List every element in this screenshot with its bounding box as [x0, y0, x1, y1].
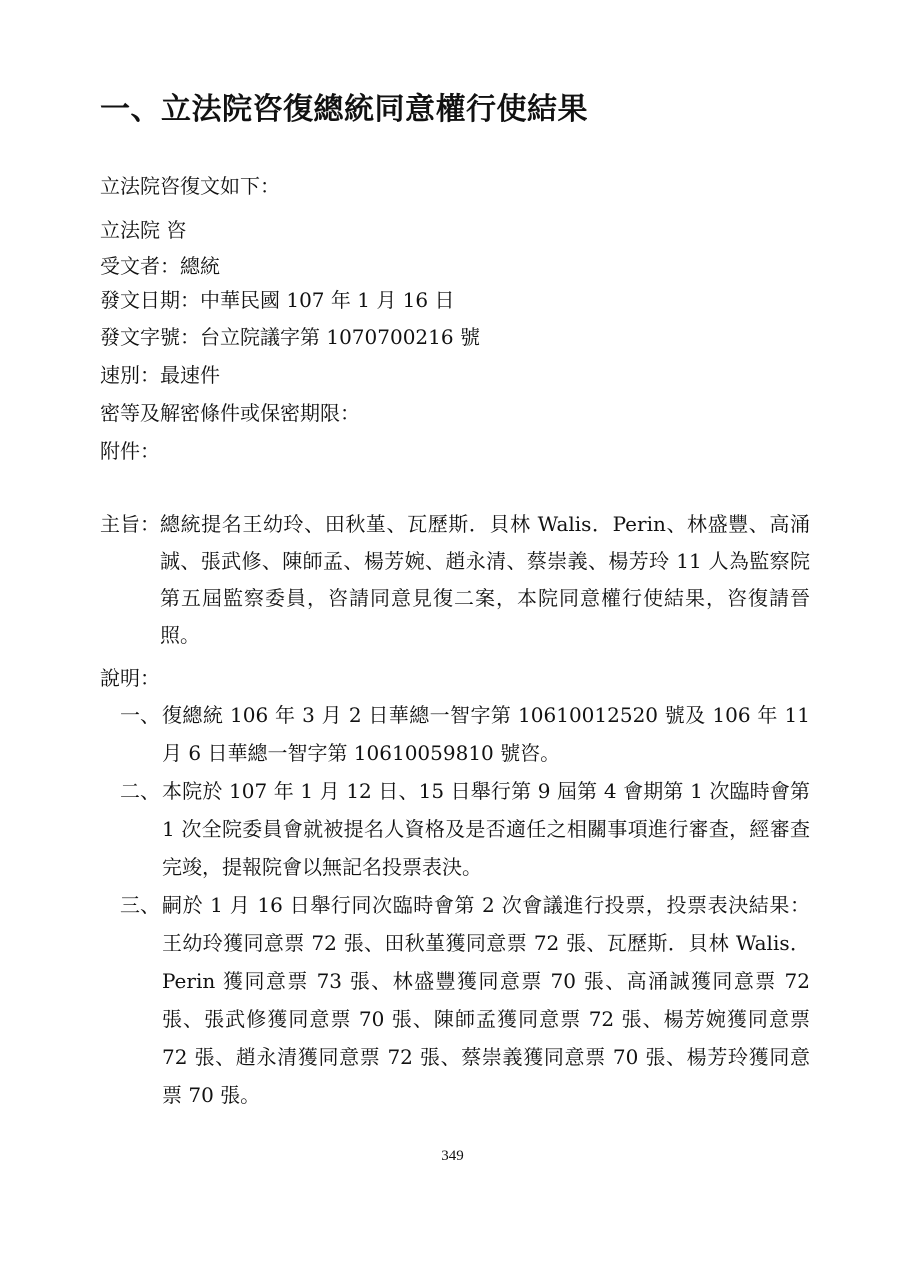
item-number: 三、: [120, 893, 160, 917]
item-text: 嗣於 1 月 16 日舉行同次臨時會第 2 次會議進行投票，投票表決結果：王幼玲獲同意票 72 張、田秋堇獲同意票 72 張、瓦歷斯．貝林 Walis．Perin 獲同意票 73 張、林盛豐獲同意票 70 張、高涌誠獲同意票 72 張、張武修獲同意票 70 張、陳師孟獲同意票 72 張、楊芳婉獲同意票 72 張、趙永清獲同意票 72 張、蔡崇義獲同意票 70 張、楊芳玲獲同意票 70 張。: [162, 893, 810, 1107]
item-number: 二、: [120, 779, 160, 803]
attachments-line: 附件：: [100, 439, 160, 463]
recipient-line: 受文者：總統: [100, 254, 220, 278]
intro-line: 立法院咨復文如下：: [100, 174, 280, 198]
date-line: 發文日期：中華民國 107 年 1 月 16 日: [100, 288, 455, 312]
subject-text: 總統提名王幼玲、田秋堇、瓦歷斯．貝林 Walis．Perin、林盛豐、高涌誠、張武修、陳師孟、楊芳婉、趙永清、蔡崇義、楊芳玲 11 人為監察院第五屆監察委員，咨請同意見復二案，本院同意權行使結果，咨復請晉照。: [160, 512, 810, 647]
subject-block: [100, 506, 810, 654]
item-text: 復總統 106 年 3 月 2 日華總一智字第 10610012520 號及 106 年 11 月 6 日華總一智字第 10610059810 號咨。: [162, 703, 810, 765]
section-heading: 一、立法院咨復總統同意權行使結果: [100, 92, 588, 127]
doc-number-line: 發文字號：台立院議字第 1070700216 號: [100, 325, 480, 349]
confidentiality-line: 密等及解密條件或保密期限：: [100, 401, 360, 425]
urgency-line: 速別：最速件: [100, 363, 220, 387]
list-item: [120, 886, 810, 1114]
page-number: 349: [441, 1148, 464, 1164]
item-text: 本院於 107 年 1 月 12 日、15 日舉行第 9 屆第 4 會期第 1 次臨時會第 1 次全院委員會就被提名人資格及是否適任之相關事項進行審查，經審查完竣，提報院會以無記名投票表決。: [162, 779, 810, 879]
list-item: [120, 772, 810, 886]
issuer-line: 立法院 咨: [100, 218, 187, 242]
explanation-list: [120, 696, 810, 1114]
list-item: [120, 696, 810, 772]
item-number: 一、: [120, 703, 160, 727]
explanation-title: 說明：: [100, 666, 160, 690]
subject-label: 主旨：: [100, 512, 160, 536]
